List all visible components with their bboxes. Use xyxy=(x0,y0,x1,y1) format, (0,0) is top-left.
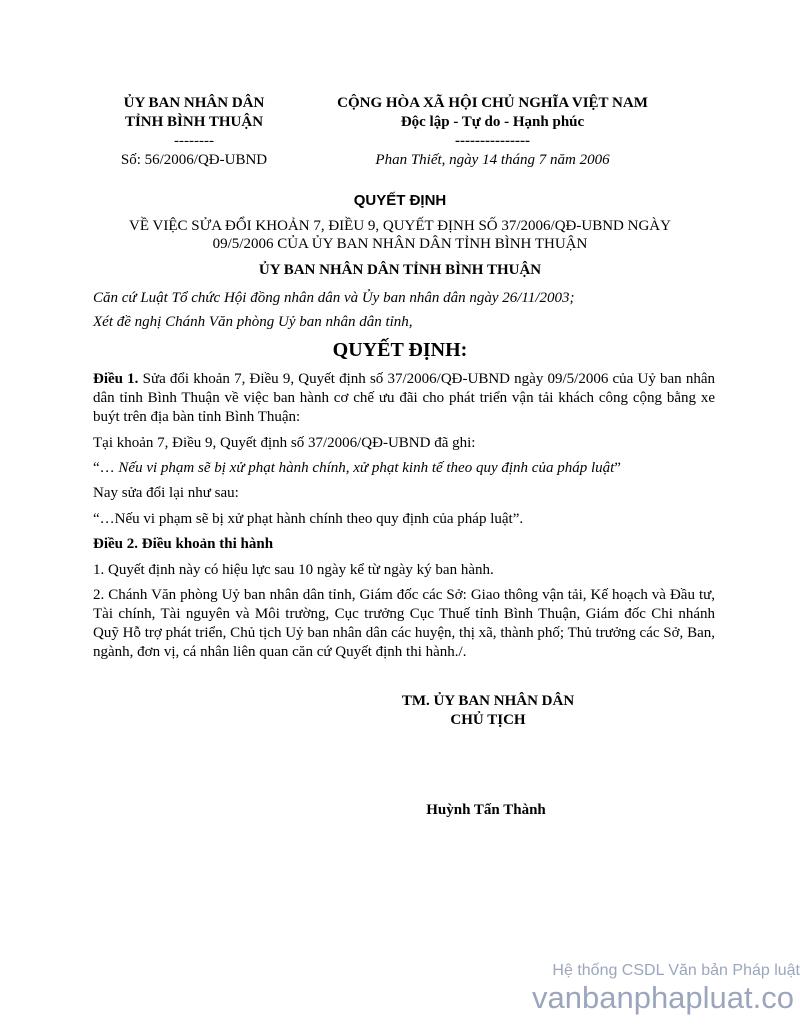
watermark-caption: Hệ thống CSDL Văn bản Pháp luật xyxy=(552,962,800,979)
signature-org: TM. ỦY BAN NHÂN DÂN xyxy=(401,693,575,709)
document-number: Số: 56/2006/QĐ-UBND xyxy=(120,152,268,168)
article-1-paragraph xyxy=(93,370,715,427)
watermark-site: vanbanphapluat.co xyxy=(532,980,795,1015)
article-1-new-quote: “…Nếu vi phạm sẽ bị xử phạt hành chính theo quy định của pháp luật”. xyxy=(93,511,524,527)
legal-basis-2: Xét đề nghị Chánh Văn phòng Uỷ ban nhân dân tỉnh, xyxy=(93,314,413,330)
national-motto: Độc lập - Tự do - Hạnh phúc xyxy=(400,114,585,130)
national-title: CỘNG HÒA XÃ HỘI CHỦ NGHĨA VIỆT NAM xyxy=(337,95,648,111)
agency-divider: -------- xyxy=(174,133,214,149)
decision-heading: QUYẾT ĐỊNH: xyxy=(332,339,468,361)
document-type: QUYẾT ĐỊNH xyxy=(353,192,447,209)
place-date: Phan Thiết, ngày 14 tháng 7 năm 2006 xyxy=(375,152,610,168)
issuing-agency-block xyxy=(98,94,290,170)
motto-divider: --------------- xyxy=(455,133,530,149)
article-1-old-quote xyxy=(93,459,715,478)
article-1-old-text-intro: Tại khoản 7, Điều 9, Quyết định số 37/2006/QĐ-UBND đã ghi: xyxy=(93,435,476,451)
old-quote-text: Nếu vi phạm sẽ bị xử phạt hành chính, xử phạt kinh tế theo quy định của pháp luật xyxy=(118,460,615,476)
subject-line2: 09/5/2006 CỦA ỦY BAN NHÂN DÂN TỈNH BÌNH THUẬN xyxy=(212,236,588,252)
article-1-amendment-intro: Nay sửa đổi lại như sau: xyxy=(93,485,239,501)
national-motto-block xyxy=(300,94,685,170)
article-2-item-2: 2. Chánh Văn phòng Uỷ ban nhân dân tỉnh, Giám đốc các Sở: Giao thông vận tải, Kế hoạch và Đầu tư, Tài chính, Tài nguyên và Môi trường, Cục trưởng Cục Thuế tỉnh Bình Thuận, Giám đốc Chi nhánh Quỹ Hỗ trợ phát triển, Chủ tịch Uỷ ban nhân dân các huyện, thị xã, thành phố; Thủ trưởng các Sở, Ban, ngành, đơn vị, cá nhân liên quan căn cứ Quyết định thi hành./. xyxy=(93,587,715,660)
document-subject xyxy=(80,217,720,253)
article-1-label: Điều 1. xyxy=(93,371,139,387)
subject-line1: VỀ VIỆC SỬA ĐỔI KHOẢN 7, ĐIỀU 9, QUYẾT ĐỊNH SỐ 37/2006/QĐ-UBND NGÀY xyxy=(129,218,671,234)
article-2-heading: Điều 2. Điều khoản thi hành xyxy=(93,536,274,552)
issuer-heading: ỦY BAN NHÂN DÂN TỈNH BÌNH THUẬN xyxy=(258,262,542,278)
signer-name: Huỳnh Tấn Thành xyxy=(426,802,546,818)
agency-name-line1: ỦY BAN NHÂN DÂN xyxy=(123,95,265,111)
quote-open: “… xyxy=(93,460,119,476)
quote-close: ” xyxy=(614,460,621,476)
article-1-text: Sửa đổi khoản 7, Điều 9, Quyết định số 37/2006/QĐ-UBND ngày 09/5/2006 của Uỷ ban nhân dân tỉnh Bình Thuận về việc ban hành cơ chế ưu đãi cho phát triển vận tải khách công cộng bằng xe buýt trên địa bàn tỉnh Bình Thuận: xyxy=(93,371,716,425)
legal-basis-1: Căn cứ Luật Tổ chức Hội đồng nhân dân và Ủy ban nhân dân ngày 26/11/2003; xyxy=(93,290,575,306)
article-2-item-1: 1. Quyết định này có hiệu lực sau 10 ngày kể từ ngày ký ban hành. xyxy=(93,562,494,578)
signature-title: CHỦ TỊCH xyxy=(450,712,526,728)
agency-name-line2: TỈNH BÌNH THUẬN xyxy=(124,114,264,130)
